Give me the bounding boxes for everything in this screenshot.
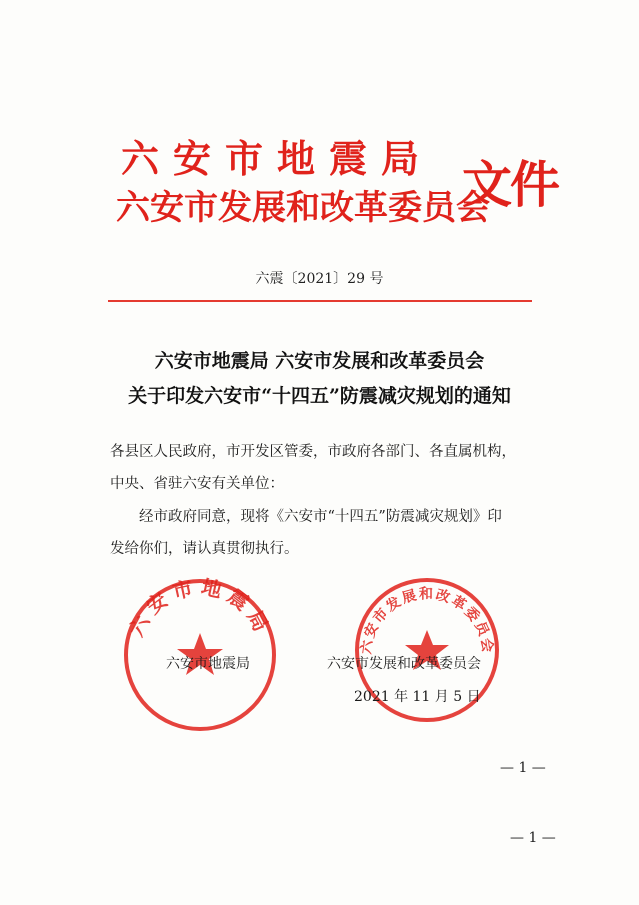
document-title-line2: 关于印发六安市“十四五”防震减灾规划的通知 [128,385,511,407]
svg-text:六安市地震局 [124,575,276,641]
addressee-line2: 中央、省驻六安有关单位： [110,476,284,492]
addressee-line1: 各县区人民政府，市开发区管委，市政府各部门、各直属机构， [110,444,516,460]
signature-date: 2021 年 11 月 5 日 [354,689,481,705]
header-org-line2: 六安市发展和改革委员会 [116,188,490,228]
document-title-line1: 六安市地震局 六安市发展和改革委员会 [154,350,485,372]
body-paragraph-line2: 发给你们，请认真贯彻执行。 [110,541,299,557]
page-number-second: — 1 — [510,830,556,846]
header-doc-type: 文件 [462,155,558,214]
signature-right: 六安市发展和改革委员会 [327,656,481,672]
seal-left-text: 六安市地震局 [124,575,276,641]
page-number-first: — 1 — [500,760,546,776]
seal-right-text: 六安市发展和改革委员会 [358,586,496,656]
signature-left: 六安市地震局 [166,656,250,672]
red-divider-line [108,300,532,302]
document-number: 六震〔2021〕29 号 [255,271,384,287]
header-org-line1: 六安市地震局 [121,136,434,181]
body-paragraph-line1: 经市政府同意，现将《六安市“十四五”防震减灾规划》印 [139,509,502,525]
